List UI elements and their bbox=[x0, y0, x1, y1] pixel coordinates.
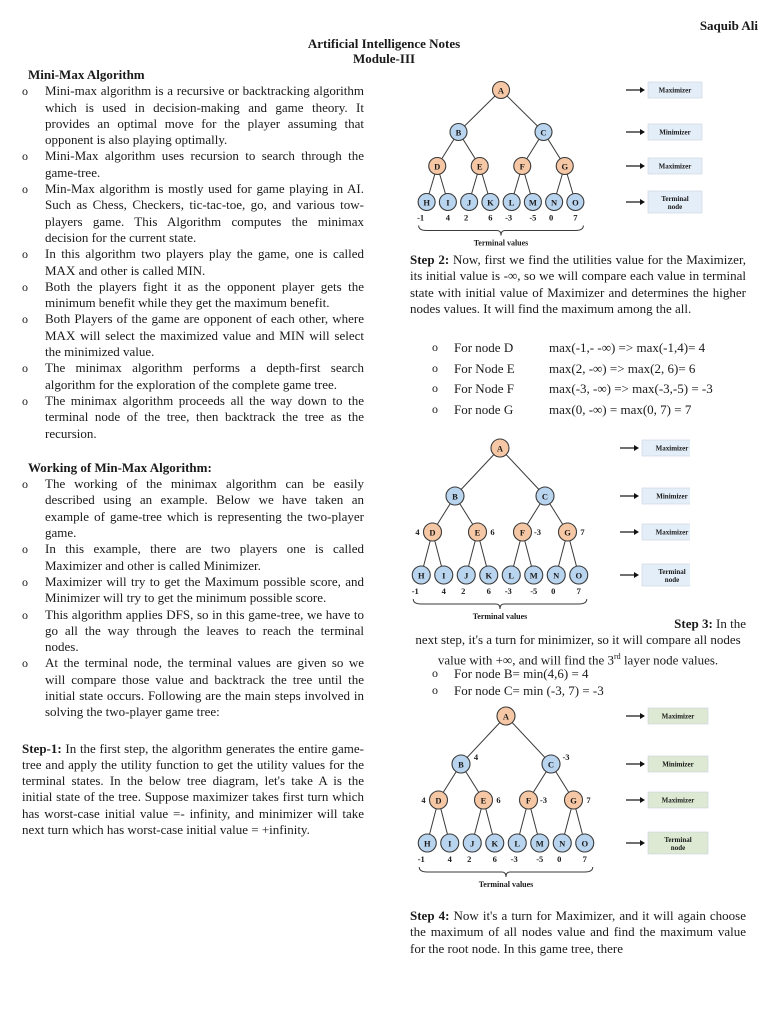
tree-node-label: D bbox=[435, 795, 442, 806]
arrow-head-icon bbox=[634, 445, 639, 451]
step3-text-c: layer node values. bbox=[620, 651, 719, 667]
tree-edge bbox=[455, 448, 500, 496]
tree-node-label: D bbox=[429, 527, 436, 538]
terminal-value: 6 bbox=[486, 586, 491, 596]
level-label: Maximizer bbox=[655, 444, 689, 453]
step3-paragraph bbox=[410, 616, 746, 668]
arrow-head-icon bbox=[640, 163, 645, 169]
tree-node-label: N bbox=[551, 197, 558, 208]
node-value-label: 4 bbox=[421, 795, 426, 805]
list-item: o The minimax algorithm proceeds all the way down to the terminal node of the tree, then backtrack the tree as the recursion. bbox=[22, 393, 364, 442]
node-label: For node C= min (-3, 7) = -3 bbox=[454, 682, 604, 698]
tree-node-label: O bbox=[572, 197, 579, 208]
list-item: o Mini-max algorithm is a recursive or backtracking algorithm which is used in decision-making and game theory. It provides an optimal move for the player assuming that opponent is also playing optimally. bbox=[22, 83, 364, 148]
tree-node-label: F bbox=[519, 161, 525, 172]
tree-svg-2 bbox=[370, 432, 690, 632]
tree-node-label: L bbox=[508, 197, 515, 208]
node-value-label: 6 bbox=[490, 527, 495, 537]
tree-node-label: J bbox=[467, 197, 472, 208]
step1-paragraph bbox=[22, 741, 364, 839]
tree-node-label: J bbox=[470, 838, 475, 849]
node-value: max(-3, -∞) => max(-3,-5) = -3 bbox=[549, 381, 713, 396]
arrow-head-icon bbox=[640, 840, 645, 846]
tree-node-label: M bbox=[528, 197, 537, 208]
node-value-label: -3 bbox=[533, 527, 542, 537]
minimax-bullet-list bbox=[22, 83, 364, 442]
list-item: o For node B= min(4,6) = 4 bbox=[432, 666, 589, 681]
node-value-label: 6 bbox=[496, 795, 501, 805]
terminal-value: 7 bbox=[573, 212, 578, 223]
step3-node-list bbox=[432, 666, 752, 699]
terminal-brace bbox=[413, 599, 587, 609]
node-value-label: 4 bbox=[473, 752, 479, 762]
terminal-value: 2 bbox=[464, 212, 469, 223]
terminal-values-caption: Terminal values bbox=[472, 612, 528, 621]
arrow-head-icon bbox=[634, 529, 639, 535]
tree-node-label: H bbox=[423, 838, 431, 849]
tree-node-label: D bbox=[434, 161, 441, 172]
tree-node-label: H bbox=[423, 197, 430, 208]
tree-node-label: C bbox=[540, 127, 547, 138]
tree-node-label: G bbox=[564, 527, 571, 538]
step2-paragraph bbox=[410, 252, 746, 317]
tree-node-label: A bbox=[496, 443, 504, 454]
node-label: For node B= min(4,6) = 4 bbox=[454, 666, 589, 681]
step3-sup: rd bbox=[614, 651, 621, 661]
tree-node-label: O bbox=[581, 838, 589, 849]
list-item: o In this example, there are two players one is called Maximizer and other is called Minimizer. bbox=[22, 541, 364, 574]
list-item: o For Node F max(-3, -∞) => max(-3,-5) = -3 bbox=[432, 381, 713, 396]
arrow-head-icon bbox=[634, 493, 639, 499]
terminal-value: -5 bbox=[530, 586, 538, 596]
working-bullet-list bbox=[22, 476, 364, 720]
terminal-value: 6 bbox=[488, 212, 493, 223]
terminal-value: 4 bbox=[447, 854, 452, 864]
node-value-label: -3 bbox=[539, 795, 548, 805]
tree-node-label: F bbox=[525, 795, 532, 806]
terminal-value: 7 bbox=[576, 586, 581, 596]
terminal-value: -3 bbox=[505, 212, 513, 223]
tree-node-label: K bbox=[491, 838, 499, 849]
list-item: o For Node E max(2, -∞) => max(2, 6)= 6 bbox=[432, 360, 696, 376]
list-item: o For node C= min (-3, 7) = -3 bbox=[432, 682, 604, 698]
list-item: o Min-Max algorithm is mostly used for game playing in AI. Such as Chess, Checkers, tic-tac-toe, go, and various tow-players game. This Algorithm computes the minimax decision for the current state. bbox=[22, 181, 364, 246]
terminal-value: -3 bbox=[504, 586, 512, 596]
terminal-brace bbox=[419, 867, 593, 877]
module-title: Module-III bbox=[352, 51, 416, 66]
terminal-value: -1 bbox=[417, 854, 425, 864]
level-label: Maximizer bbox=[655, 528, 689, 537]
terminal-value: -3 bbox=[510, 854, 518, 864]
left-column bbox=[22, 67, 364, 838]
terminal-value: -1 bbox=[411, 586, 419, 596]
step3-label: Step 3: bbox=[674, 616, 713, 631]
tree-node-label: B bbox=[452, 491, 458, 502]
step4-text: Now it's a turn for Maximizer, and it will again choose the maximum of all nodes value and find the maximum value for the root node. In this game tree, there bbox=[410, 908, 746, 956]
author-name: Saquib Ali bbox=[699, 18, 758, 33]
tree-edge bbox=[506, 716, 551, 764]
tree-node-label: I bbox=[442, 570, 446, 581]
node-label: For Node F bbox=[454, 381, 514, 396]
section-heading-working: Working of Min-Max Algorithm: bbox=[28, 459, 212, 475]
node-value-label: -3 bbox=[562, 752, 570, 762]
terminal-value: 2 bbox=[467, 854, 472, 864]
node-value: max(2, -∞) => max(2, 6)= 6 bbox=[549, 360, 696, 376]
node-value: max(0, -∞) = max(0, 7) = 7 bbox=[549, 401, 692, 417]
level-label: node bbox=[667, 203, 683, 211]
tree-node-label: M bbox=[529, 570, 538, 581]
step2-label: Step 2: bbox=[410, 252, 450, 267]
tree-node-label: B bbox=[458, 759, 464, 770]
tree-node-label: K bbox=[485, 570, 493, 581]
level-label: node bbox=[670, 844, 686, 852]
terminal-value: 0 bbox=[551, 586, 556, 596]
arrow-head-icon bbox=[640, 761, 645, 767]
node-label: For node G bbox=[454, 401, 514, 417]
tree-node-label: G bbox=[561, 161, 569, 172]
level-label: Maximizer bbox=[658, 86, 692, 95]
level-label: Minimizer bbox=[656, 492, 688, 501]
list-item: o The working of the minimax algorithm can be easily described using an example. Below we have taken an example of game-tree which is representing the two-player game. bbox=[22, 476, 364, 541]
step2-node-list bbox=[432, 340, 752, 422]
tree-svg-3 bbox=[410, 700, 750, 906]
terminal-value: -1 bbox=[417, 212, 425, 223]
terminal-value: 0 bbox=[557, 854, 562, 864]
step1-text: In the first step, the algorithm generates the entire game-tree and apply the utility function to get the utility values for the terminal states. In the below tree diagram, let's take A is the initial state of the tree. Suppose maximizer takes first turn which has worst-case initial value =- infinity, and minimizer will take next turn which has worst-case initial value = +infinity. bbox=[22, 740, 364, 838]
terminal-value: -5 bbox=[529, 212, 537, 223]
step1-label: Step-1: bbox=[22, 740, 62, 756]
terminal-value: 4 bbox=[441, 586, 446, 596]
node-label: For node D bbox=[454, 340, 514, 355]
list-item: o The minimax algorithm performs a depth-first search algorithm for the exploration of the complete game tree. bbox=[22, 360, 364, 393]
arrow-head-icon bbox=[640, 713, 645, 719]
step4-paragraph bbox=[410, 908, 746, 957]
terminal-value: 7 bbox=[582, 854, 587, 864]
tree-node-label: H bbox=[417, 570, 425, 581]
terminal-values-caption: Terminal values bbox=[473, 238, 529, 248]
tree-node-label: K bbox=[487, 197, 494, 208]
level-label: Terminal bbox=[664, 836, 692, 844]
node-label: For Node E bbox=[454, 360, 515, 376]
level-label: Terminal bbox=[658, 568, 686, 576]
tree-node-label: I bbox=[446, 197, 450, 208]
arrow-head-icon bbox=[640, 199, 645, 205]
tree-node-label: I bbox=[448, 838, 452, 849]
node-value-label: 4 bbox=[415, 527, 420, 537]
tree-node-label: O bbox=[575, 570, 583, 581]
tree-node-label: N bbox=[553, 570, 560, 581]
tree-node-label: F bbox=[519, 527, 526, 538]
tree-node-label: L bbox=[514, 838, 521, 849]
tree-node-label: J bbox=[464, 570, 469, 581]
list-item: o This algorithm applies DFS, so in this game-tree, we have to go all the way through the leaves to reach the terminal nodes. bbox=[22, 607, 364, 656]
node-value-label: 7 bbox=[580, 527, 585, 537]
tree-node-label: C bbox=[547, 759, 555, 770]
level-label: Maximizer bbox=[661, 796, 695, 805]
list-item: o For node D max(-1,- -∞) => max(-1,4)= 4 bbox=[432, 340, 706, 355]
arrow-head-icon bbox=[640, 797, 645, 803]
arrow-head-icon bbox=[640, 87, 645, 93]
game-tree-diagram-1 bbox=[410, 76, 710, 261]
step2-text: Now, first we find the utilities value for the Maximizer, its initial value is -∞, so we will compare each value in terminal state with initial value of Maximizer and determines the higher nodes values. It will find the maximum among the all. bbox=[410, 252, 747, 316]
step3-text-a: In the bbox=[712, 616, 746, 631]
terminal-brace bbox=[419, 226, 584, 236]
terminal-value: 4 bbox=[445, 212, 450, 223]
list-item: o At the terminal node, the terminal values are given so we will compare those value and backtrack the tree until the initial state occurs. Following are the main steps involved in solving the two-player game tree: bbox=[22, 655, 364, 720]
tree-node-label: M bbox=[535, 838, 544, 849]
terminal-value: 6 bbox=[492, 854, 497, 864]
game-tree-diagram-3 bbox=[410, 700, 750, 911]
tree-node-label: C bbox=[541, 491, 549, 502]
tree-node-label: N bbox=[559, 838, 566, 849]
node-value-label: 7 bbox=[586, 795, 591, 805]
level-label: Minimizer bbox=[659, 128, 691, 137]
document-title: Artificial Intelligence Notes bbox=[307, 36, 461, 51]
tree-edge bbox=[461, 716, 506, 764]
level-label: Minimizer bbox=[662, 760, 694, 769]
list-item: o For node G max(0, -∞) = max(0, 7) = 7 bbox=[432, 401, 692, 417]
tree-node-label: E bbox=[476, 161, 483, 172]
node-value: max(-1,- -∞) => max(-1,4)= 4 bbox=[549, 340, 706, 355]
tree-node-label: E bbox=[474, 527, 481, 538]
level-label: Terminal bbox=[661, 195, 689, 203]
list-item: o Both Players of the game are opponent of each other, where MAX will select the maximized value and MIN will select the minimized value. bbox=[22, 311, 364, 360]
tree-node-label: E bbox=[480, 795, 487, 806]
tree-node-label: G bbox=[570, 795, 577, 806]
level-label: Maximizer bbox=[658, 162, 692, 171]
step4-label: Step 4: bbox=[410, 908, 450, 923]
arrow-head-icon bbox=[640, 129, 645, 135]
list-item: o In this algorithm two players play the game, one is called MAX and other is called MIN. bbox=[22, 246, 364, 279]
terminal-value: 2 bbox=[461, 586, 466, 596]
terminal-value: 0 bbox=[549, 212, 554, 223]
list-item: o Maximizer will try to get the Maximum possible score, and Minimizer will try to get the minimum possible score. bbox=[22, 574, 364, 607]
terminal-values-caption: Terminal values bbox=[478, 880, 534, 889]
tree-node-label: A bbox=[502, 711, 510, 722]
tree-node-label: A bbox=[497, 85, 505, 96]
level-label: node bbox=[664, 576, 680, 584]
arrow-head-icon bbox=[634, 572, 639, 578]
list-item: o Both the players fight it as the opponent player gets the minimum benefit while they get the maximum benefit. bbox=[22, 279, 364, 312]
tree-edge bbox=[500, 448, 545, 496]
game-tree-diagram-2 bbox=[370, 432, 690, 637]
section-heading-minimax: Mini-Max Algorithm bbox=[28, 67, 145, 82]
list-item: o Mini-Max algorithm uses recursion to search through the game-tree. bbox=[22, 148, 364, 181]
terminal-value: -5 bbox=[536, 854, 544, 864]
tree-svg-1 bbox=[410, 76, 710, 256]
step3-text-b: next step, it's a turn for minimizer, so it will compare all nodes value with +∞, and will find the 3 bbox=[415, 632, 741, 667]
tree-node-label: B bbox=[455, 127, 462, 138]
tree-node-label: L bbox=[508, 570, 515, 581]
level-label: Maximizer bbox=[661, 712, 695, 721]
